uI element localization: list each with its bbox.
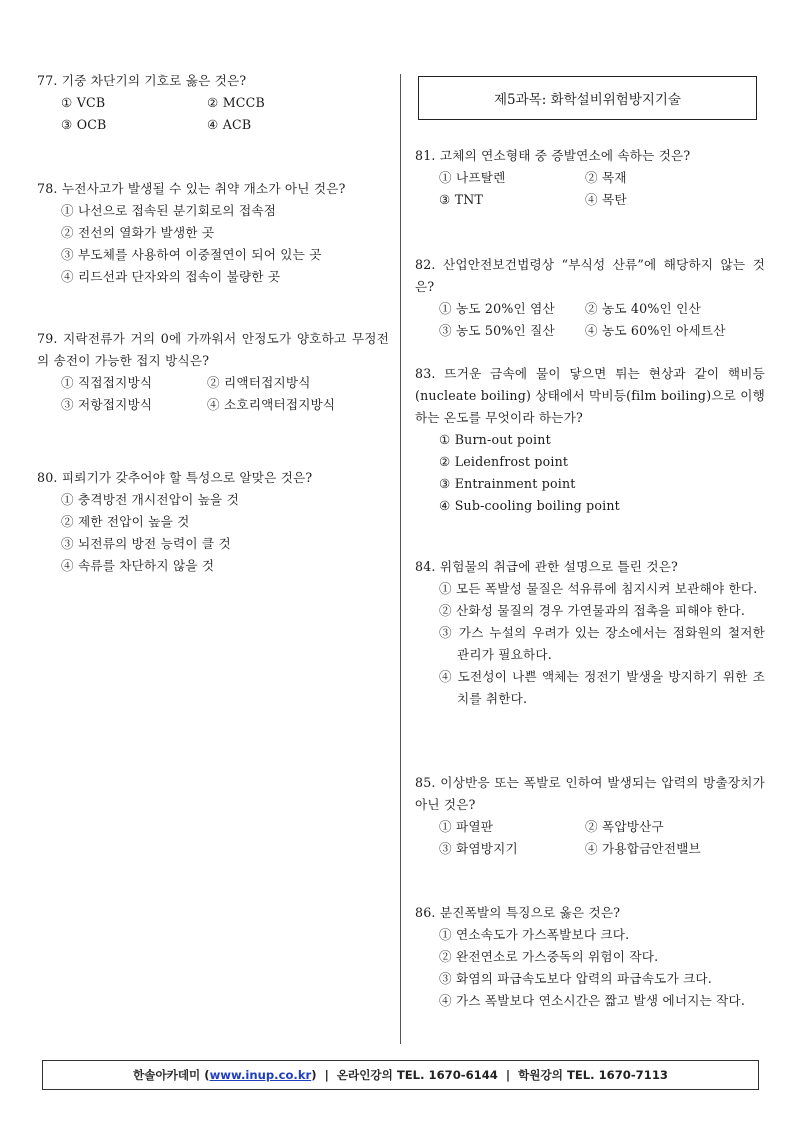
option: ② 폭압방산구 xyxy=(585,819,664,834)
question-86 xyxy=(415,902,765,1012)
option: ③ OCB xyxy=(61,117,107,132)
option: ① 나선으로 접속된 분기회로의 접속점 xyxy=(61,203,277,218)
footer-brand-close: ) xyxy=(311,1068,317,1082)
option: ① 나프탈렌 xyxy=(439,170,506,185)
option: ② 농도 40%인 인산 xyxy=(585,301,701,316)
question-84 xyxy=(415,556,765,710)
question-text: 84. 위험물의 취급에 관한 설명으로 틀린 것은? xyxy=(415,559,679,574)
question-text: 78. 누전사고가 발생될 수 있는 취약 개소가 아닌 것은? xyxy=(37,181,346,196)
question-85 xyxy=(415,772,765,860)
subject-title-box xyxy=(418,76,757,120)
option: ④ 리드선과 단자와의 접속이 불량한 곳 xyxy=(61,269,281,284)
question-text: 86. 분진폭발의 특징으로 옳은 것은? xyxy=(415,905,621,920)
option: ④ 도전성이 나쁜 액체는 정전기 발생을 방지하기 위한 조치를 취한다. xyxy=(439,669,765,706)
options xyxy=(37,372,389,416)
option: ④ 속류를 차단하지 않을 것 xyxy=(61,558,215,573)
option: ③ 화염의 파급속도보다 압력의 파급속도가 크다. xyxy=(439,971,712,986)
option: ① 모든 폭발성 물질은 석유류에 침지시켜 보관해야 한다. xyxy=(439,581,758,596)
subject-title: 제5과목: 화학설비위험방지기술 xyxy=(494,92,681,108)
option: ④ Sub-cooling boiling point xyxy=(439,498,620,513)
option: ② 목재 xyxy=(585,170,627,185)
option: ③ 부도체를 사용하여 이중절연이 되어 있는 곳 xyxy=(61,247,322,262)
column-divider xyxy=(400,74,401,1044)
question-text: 83. 뜨거운 금속에 물이 닿으면 튀는 현상과 같이 핵비등(nucleate boiling) 상태에서 막비등(film boiling)으로 이행하는 온도를 무엇이라 하는가? xyxy=(415,366,765,425)
question-83 xyxy=(415,363,765,517)
options xyxy=(415,816,765,860)
options xyxy=(415,298,765,342)
options xyxy=(415,429,765,517)
option: ② 산화성 물질의 경우 가연물과의 접촉을 피해야 한다. xyxy=(439,603,746,618)
option: ④ 가용합금안전밸브 xyxy=(585,841,701,856)
option: ② MCCB xyxy=(207,95,265,110)
option: ③ 화염방지기 xyxy=(439,841,518,856)
page-footer xyxy=(42,1060,759,1090)
options xyxy=(37,200,389,288)
footer-online-phone: 온라인강의 TEL. 1670-6144 xyxy=(336,1068,498,1082)
option: ① 농도 20%인 염산 xyxy=(439,301,555,316)
option: ④ 목탄 xyxy=(585,192,627,207)
option: ③ 농도 50%인 질산 xyxy=(439,323,555,338)
option: ③ TNT xyxy=(439,192,484,207)
option: ① 연소속도가 가스폭발보다 크다. xyxy=(439,927,630,942)
question-78 xyxy=(37,178,389,288)
option: ② 제한 전압이 높을 것 xyxy=(61,514,190,529)
option: ③ Entrainment point xyxy=(439,476,576,491)
option: ④ 농도 60%인 아세트산 xyxy=(585,323,726,338)
option: ① 직접접지방식 xyxy=(61,375,153,390)
footer-brand: 한솔아카데미 ( xyxy=(133,1068,210,1082)
question-text: 79. 지락전류가 거의 0에 가까워서 안정도가 양호하고 무정전의 송전이 가능한 접지 방식은? xyxy=(37,331,389,368)
question-text: 81. 고체의 연소형태 중 증발연소에 속하는 것은? xyxy=(415,148,691,163)
option: ③ 저항접지방식 xyxy=(61,397,153,412)
option: ④ 소호리액터접지방식 xyxy=(207,397,336,412)
option: ③ 가스 누설의 우려가 있는 장소에서는 점화원의 철저한 관리가 필요하다. xyxy=(439,625,765,662)
option: ① 파열판 xyxy=(439,819,494,834)
question-text: 80. 피뢰기가 갖추어야 할 특성으로 알맞은 것은? xyxy=(37,470,313,485)
options xyxy=(37,489,389,577)
footer-separator: | xyxy=(324,1068,329,1082)
option: ② Leidenfrost point xyxy=(439,454,569,469)
option: ② 완전연소로 가스중독의 위험이 작다. xyxy=(439,949,659,964)
options xyxy=(37,92,389,136)
question-79 xyxy=(37,328,389,416)
question-80 xyxy=(37,467,389,577)
footer-website-link[interactable]: www.inup.co.kr xyxy=(209,1068,312,1082)
question-text: 77. 기중 차단기의 기호로 옳은 것은? xyxy=(37,73,247,88)
option: ② 리액터접지방식 xyxy=(207,375,311,390)
option: ① Burn-out point xyxy=(439,432,551,447)
question-82 xyxy=(415,254,765,342)
option: ② 전선의 열화가 발생한 곳 xyxy=(61,225,215,240)
options xyxy=(415,924,765,1012)
options xyxy=(415,578,765,710)
option: ③ 뇌전류의 방전 능력이 클 것 xyxy=(61,536,231,551)
option: ① 충격방전 개시전압이 높을 것 xyxy=(61,492,239,507)
question-text: 85. 이상반응 또는 폭발로 인하여 발생되는 압력의 방출장치가 아닌 것은? xyxy=(415,775,765,812)
option: ① VCB xyxy=(61,95,106,110)
option: ④ 가스 폭발보다 연소시간은 짧고 발생 에너지는 작다. xyxy=(439,993,746,1008)
question-77 xyxy=(37,70,389,136)
option: ④ ACB xyxy=(207,117,252,132)
footer-offline-phone: 학원강의 TEL. 1670-7113 xyxy=(518,1068,668,1082)
footer-separator: | xyxy=(505,1068,511,1082)
question-text: 82. 산업안전보건법령상 “부식성 산류”에 해당하지 않는 것은? xyxy=(415,257,765,294)
question-81 xyxy=(415,145,765,211)
options xyxy=(415,167,765,211)
